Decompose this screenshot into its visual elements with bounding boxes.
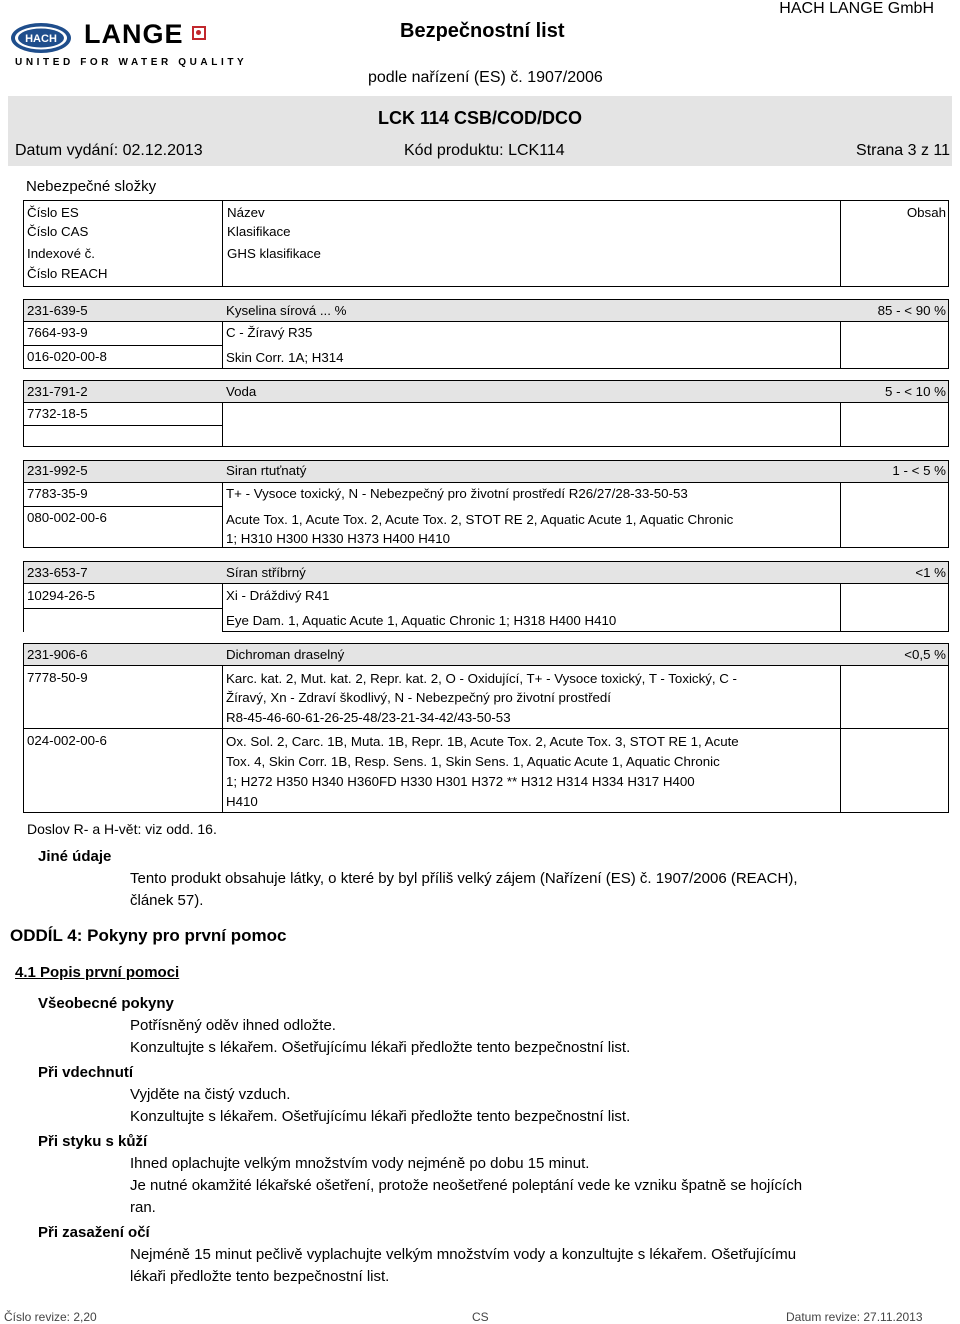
- other-label: Jiné údaje: [38, 848, 112, 865]
- substance-name: Kyselina sírová ... %: [226, 303, 347, 318]
- rule: [948, 299, 949, 369]
- product-code: Kód produktu: LCK114: [404, 142, 565, 159]
- content: 1 - < 5 %: [892, 463, 946, 478]
- rule: [23, 200, 949, 201]
- rule: [23, 425, 222, 426]
- es-number: 233-653-7: [27, 565, 88, 580]
- skin-text: Ihned oplachujte velkým množstvím vody nejméně po dobu 15 minut.: [130, 1155, 590, 1172]
- es-number: 231-639-5: [27, 303, 88, 318]
- rule: [840, 482, 841, 548]
- es-number: 231-906-6: [27, 647, 88, 662]
- index-number: 024-002-00-6: [27, 733, 107, 748]
- rule: [23, 321, 949, 322]
- rule: [23, 812, 949, 813]
- head-es: Číslo ES: [27, 205, 79, 220]
- ghs-classification-line: H410: [226, 794, 258, 809]
- classification: T+ - Vysoce toxický, N - Nebezpečný pro životní prostředí R26/27/28-33-50-53: [226, 486, 688, 501]
- rule: [23, 506, 222, 507]
- logo-hach-text: HACH: [25, 33, 57, 45]
- rule: [23, 200, 24, 287]
- hach-logo-icon: [10, 22, 72, 54]
- content: 85 - < 90 %: [877, 303, 946, 318]
- eye-text: Nejméně 15 minut pečlivě vyplachujte velkým množstvím vody a konzultujte s lékařem. Ošetřujícímu: [130, 1246, 797, 1263]
- product-name: LCK 114 CSB/COD/DCO: [378, 108, 583, 128]
- rule: [23, 665, 949, 666]
- rule: [23, 561, 949, 562]
- row-shade: [23, 460, 949, 482]
- section-4-title: ODDÍL 4: Pokyny pro první pomoc: [10, 926, 287, 945]
- content: 5 - < 10 %: [885, 384, 946, 399]
- eye-label: Při zasažení očí: [38, 1224, 150, 1241]
- other-text-line: článek 57).: [130, 892, 204, 909]
- general-text: Konzultujte s lékařem. Ošetřujícímu lékaři předložte tento bezpečnostní list.: [130, 1039, 631, 1056]
- table-footnote: Doslov R- a H-vět: viz odd. 16.: [27, 821, 217, 837]
- ghs-classification: Eye Dam. 1, Aquatic Acute 1, Aquatic Chronic 1; H318 H400 H410: [226, 613, 617, 628]
- content: <0,5 %: [904, 647, 946, 662]
- content: <1 %: [915, 565, 946, 580]
- page-number: Strana 3 z 11: [856, 142, 950, 159]
- rule: [948, 561, 949, 632]
- rule: [23, 583, 949, 584]
- rule: [840, 665, 841, 813]
- classification-line: Karc. kat. 2, Mut. kat. 2, Repr. kat. 2, O - Oxidující, T+ - Vysoce toxický, T - Toxický, C -: [226, 671, 737, 686]
- row-shade: [23, 380, 949, 402]
- rule: [222, 402, 223, 447]
- rule: [23, 380, 24, 447]
- section-4-1-title: 4.1 Popis první pomoci: [15, 964, 180, 981]
- rule: [23, 561, 24, 632]
- classification-line: Žíravý, Xn - Zdraví škodlivý, N - Nebezpečný pro životní prostředí: [226, 690, 612, 705]
- rule: [23, 547, 949, 548]
- ghs-classification: Skin Corr. 1A; H314: [226, 350, 344, 365]
- footer-revision-date: Datum revize: 27.11.2013: [786, 1310, 923, 1324]
- rule: [840, 583, 841, 632]
- rule: [948, 200, 949, 287]
- head-index: Indexové č.: [27, 246, 96, 261]
- substance-name: Dichroman draselný: [226, 647, 345, 662]
- cas-number: 7783-35-9: [27, 486, 88, 501]
- rule: [23, 402, 949, 403]
- logo-lange-text: LANGE: [84, 19, 184, 49]
- rule: [23, 608, 222, 609]
- rule: [222, 482, 223, 548]
- rule: [23, 368, 222, 369]
- inhale-label: Při vdechnutí: [38, 1064, 134, 1081]
- ghs-classification-line: Tox. 4, Skin Corr. 1B, Resp. Sens. 1, Skin Sens. 1, Aquatic Acute 1, Aquatic Chronic: [226, 754, 720, 769]
- es-number: 231-992-5: [27, 463, 88, 478]
- rule: [23, 299, 949, 300]
- rule: [23, 460, 24, 548]
- rule: [222, 583, 223, 632]
- ghs-classification-line: 1; H310 H300 H330 H373 H400 H410: [226, 531, 450, 546]
- rule: [948, 380, 949, 447]
- rule: [23, 446, 222, 447]
- issue-date: Datum vydání: 02.12.2013: [15, 142, 203, 159]
- eye-text: lékaři předložte tento bezpečnostní list.: [130, 1268, 390, 1285]
- classification-line: R8-45-46-60-61-26-25-48/23-21-34-42/43-50-53: [226, 710, 511, 725]
- rule: [222, 665, 223, 813]
- ghs-classification-line: Ox. Sol. 2, Carc. 1B, Muta. 1B, Repr. 1B, Acute Tox. 2, Acute Tox. 3, STOT RE 1, Acute: [226, 734, 739, 749]
- index-number: 080-002-00-6: [27, 510, 107, 525]
- cas-number: 7732-18-5: [27, 406, 88, 421]
- rule: [23, 345, 222, 346]
- classification: Xi - Dráždivý R41: [226, 588, 330, 603]
- rule: [222, 368, 949, 369]
- section-title: Nebezpečné složky: [26, 178, 157, 195]
- rule: [948, 460, 949, 548]
- general-label: Všeobecné pokyny: [38, 995, 174, 1012]
- rule: [23, 380, 949, 381]
- logo-tagline: UNITED FOR WATER QUALITY: [15, 57, 248, 68]
- head-ghs: GHS klasifikace: [227, 246, 321, 261]
- cas-number: 7664-93-9: [27, 325, 88, 340]
- ghs-classification-line: Acute Tox. 1, Acute Tox. 2, Acute Tox. 2, STOT RE 2, Aquatic Acute 1, Aquatic Chronic: [226, 512, 734, 527]
- inhale-text: Konzultujte s lékařem. Ošetřujícímu lékaři předložte tento bezpečnostní list.: [130, 1108, 631, 1125]
- inhale-text: Vyjděte na čistý vzduch.: [130, 1086, 291, 1103]
- substance-name: Siran rtuťnatý: [226, 463, 307, 478]
- classification: C - Žíravý R35: [226, 325, 313, 340]
- footer-revision: Číslo revize: 2,20: [4, 1310, 97, 1324]
- skin-label: Při styku s kůží: [38, 1133, 148, 1150]
- rule: [23, 299, 24, 369]
- head-reach: Číslo REACH: [27, 266, 108, 281]
- head-name: Název: [227, 205, 265, 220]
- index-number: 016-020-00-8: [27, 349, 107, 364]
- rule: [23, 482, 949, 483]
- row-shade: [23, 561, 949, 583]
- regulation: podle nařízení (ES) č. 1907/2006: [368, 69, 603, 86]
- skin-text: ran.: [130, 1199, 156, 1216]
- head-content: Obsah: [906, 205, 946, 220]
- logo-lange: [84, 19, 206, 50]
- row-shade: [23, 299, 949, 321]
- substance-name: Síran stříbrný: [226, 565, 306, 580]
- footer-language: CS: [472, 1310, 489, 1324]
- document-title: Bezpečnostní list: [400, 20, 565, 42]
- rule: [23, 728, 949, 729]
- head-class: Klasifikace: [227, 224, 291, 239]
- registered-icon: [192, 26, 206, 40]
- rule: [840, 402, 841, 447]
- ghs-classification-line: 1; H272 H350 H340 H360FD H330 H301 H372 ** H312 H314 H334 H317 H400: [226, 774, 695, 789]
- row-shade: [23, 643, 949, 665]
- rule: [840, 200, 841, 287]
- general-text: Potřísněný oděv ihned odložte.: [130, 1017, 336, 1034]
- rule: [222, 631, 949, 632]
- rule: [840, 321, 841, 369]
- rule: [222, 321, 223, 369]
- head-cas: Číslo CAS: [27, 224, 89, 239]
- rule: [23, 643, 949, 644]
- substance-name: Voda: [226, 384, 257, 399]
- company-name: HACH LANGE GmbH: [779, 0, 934, 17]
- rule: [222, 446, 949, 447]
- rule: [23, 286, 949, 287]
- es-number: 231-791-2: [27, 384, 88, 399]
- rule: [222, 200, 223, 287]
- other-text-line: Tento produkt obsahuje látky, o které by byl příliš velký zájem (Nařízení (ES) č. 1907/2006 (REACH),: [130, 870, 798, 887]
- cas-number: 7778-50-9: [27, 670, 88, 685]
- skin-text: Je nutné okamžité lékařské ošetření, protože neošetřené poleptání vede ke vzniku špatně se hojících: [130, 1177, 803, 1194]
- rule: [23, 460, 949, 461]
- cas-number: 10294-26-5: [27, 588, 96, 603]
